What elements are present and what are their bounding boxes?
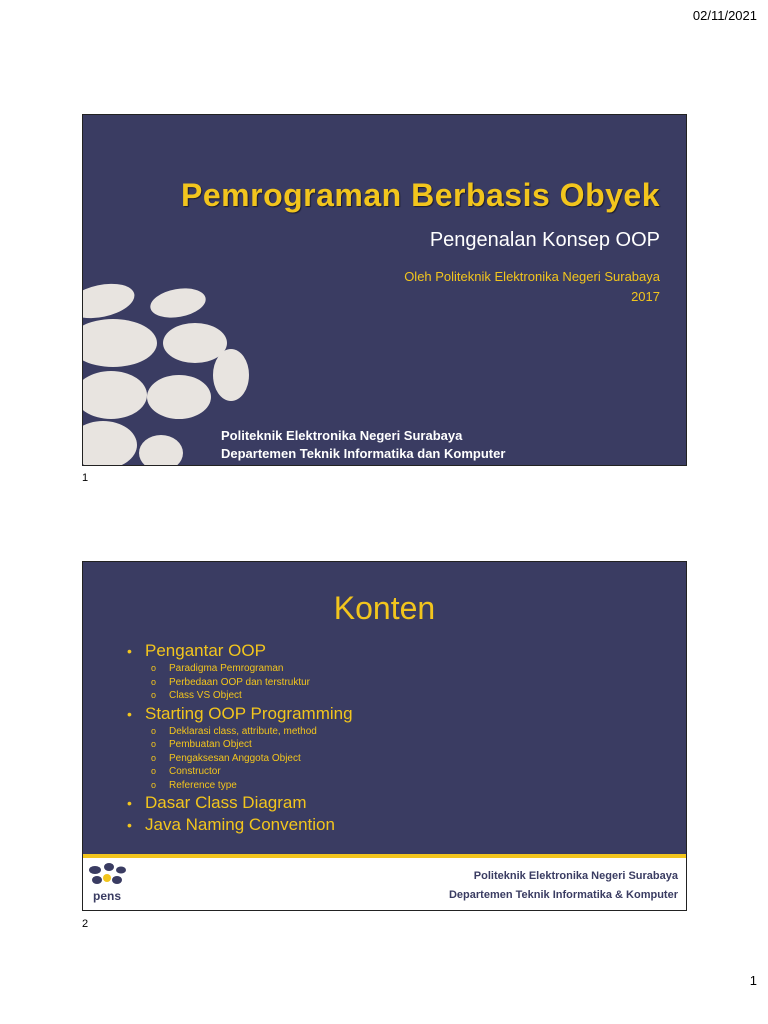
sub-list [127, 662, 353, 703]
bullet-dot-icon: • [127, 643, 132, 659]
sub-list-item-label: Perbedaan OOP dan terstruktur [169, 676, 311, 688]
pens-logo-icon [87, 860, 133, 904]
list-item [127, 640, 353, 662]
sub-list-item-label: Paradigma Pemrograman [169, 663, 284, 674]
sub-list-item [151, 738, 353, 752]
author-line: Oleh Politeknik Elektronika Negeri Surabaya [404, 269, 660, 284]
bullet-dot-icon: • [127, 795, 132, 811]
ring-bullet-icon: o [151, 766, 157, 776]
list-item-label: Pengantar OOP [145, 641, 266, 660]
institution-name: Politeknik Elektronika Negeri Surabaya [473, 870, 678, 882]
ring-bullet-icon: o [151, 779, 157, 790]
department-name: Departemen Teknik Informatika & Komputer [448, 889, 678, 901]
logo-text: pens [93, 889, 122, 903]
slide-title: Pemrograman Berbasis Obyek [181, 177, 660, 213]
ring-bullet-icon: o [151, 663, 157, 673]
sub-list-item [151, 662, 353, 676]
contents-list [127, 640, 353, 836]
slide-footer-bar [83, 854, 686, 910]
slide-index-1: 1 [82, 472, 89, 484]
sub-list-item-label: Reference type [169, 779, 237, 791]
institution-name: Politeknik Elektronika Negeri Surabaya [221, 428, 463, 443]
sub-list-item-label: Deklarasi class, attribute, method [169, 725, 317, 737]
ring-bullet-icon: o [151, 752, 157, 763]
page-date: 02/11/2021 [692, 8, 757, 23]
contents-slide [82, 561, 687, 911]
sub-list [127, 725, 353, 793]
sub-list-item [151, 676, 353, 690]
sub-list-item-label: Pembuatan Object [169, 739, 252, 750]
sub-list-item-label: Pengaksesan Anggota Object [169, 752, 301, 764]
title-slide [82, 114, 687, 466]
sub-list-item [151, 689, 353, 703]
ring-bullet-icon: o [151, 676, 157, 687]
sub-list-item [151, 752, 353, 766]
page-number: 1 [749, 973, 757, 988]
institution-footer [221, 427, 505, 463]
list-item-label: Starting OOP Programming [145, 703, 353, 723]
ring-bullet-icon: o [151, 725, 157, 736]
department-name: Departemen Teknik Informatika dan Komputer [221, 446, 506, 461]
list-item [127, 792, 353, 814]
bullet-dot-icon: • [127, 705, 132, 722]
sub-list-item [151, 765, 353, 779]
bullet-dot-icon: • [127, 817, 132, 833]
year-line: 2017 [631, 289, 660, 304]
list-item-label: Java Naming Convention [145, 815, 335, 834]
list-item-label: Dasar Class Diagram [145, 793, 307, 812]
sub-list-item [151, 779, 353, 793]
slide-title: Konten [333, 590, 436, 626]
author-block [404, 267, 660, 307]
ring-bullet-icon: o [151, 739, 157, 749]
sub-list-item-label: Class VS Object [169, 690, 242, 701]
sub-list-item-label: Constructor [169, 766, 221, 777]
slide-subtitle: Pengenalan Konsep OOP [429, 229, 660, 251]
list-item [127, 814, 353, 836]
ring-bullet-icon: o [151, 690, 157, 700]
footer-text [449, 867, 678, 905]
slide-index-2: 2 [82, 918, 89, 930]
sub-list-item [151, 725, 353, 739]
list-item [127, 703, 353, 725]
